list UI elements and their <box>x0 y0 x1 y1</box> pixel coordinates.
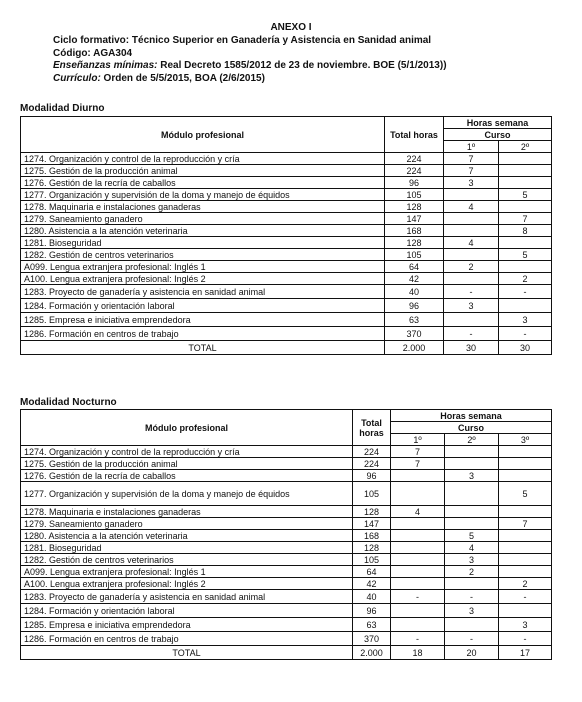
cell-course-1-hours: - <box>444 327 499 341</box>
total-course-3: 17 <box>499 646 552 660</box>
cell-course-2-hours <box>445 446 499 458</box>
header-label: Código: <box>53 47 91 59</box>
header-row <box>21 117 552 129</box>
cell-course-3-hours <box>499 470 552 482</box>
cell-course-3-hours: 2 <box>499 578 552 590</box>
table-row <box>21 299 552 313</box>
cell-module: 1278. Maquinaria e instalaciones ganaderas <box>21 201 385 213</box>
cell-total-hours: 40 <box>353 590 391 604</box>
cell-course-2-hours: 7 <box>499 213 552 225</box>
table-row <box>21 446 552 458</box>
cell-module: 1275. Gestión de la producción animal <box>21 165 385 177</box>
cell-course-2-hours <box>445 482 499 506</box>
cell-total-hours: 105 <box>353 554 391 566</box>
table-row <box>21 542 552 554</box>
cell-module: 1283. Proyecto de ganadería y asistencia en sanidad animal <box>21 285 385 299</box>
cell-course-3-hours: - <box>499 590 552 604</box>
cell-course-3-hours: - <box>499 632 552 646</box>
cell-course-2-hours <box>445 506 499 518</box>
cell-module: 1284. Formación y orientación laboral <box>21 604 353 618</box>
header-value: Real Decreto 1585/2012 de 23 de noviembre. BOE (5/1/2013)) <box>157 60 447 71</box>
cell-total-hours: 370 <box>385 327 444 341</box>
cell-total-hours: 168 <box>353 530 391 542</box>
cell-total-hours: 42 <box>353 578 391 590</box>
cell-course-3-hours: 3 <box>499 618 552 632</box>
table-row <box>21 632 552 646</box>
cell-module: 1276. Gestión de la recría de caballos <box>21 470 353 482</box>
table-row <box>21 590 552 604</box>
cell-course-2-hours: - <box>499 327 552 341</box>
cell-course-3-hours <box>499 542 552 554</box>
total-course-1: 18 <box>391 646 445 660</box>
cell-module: 1274. Organización y control de la reproducción y cría <box>21 446 353 458</box>
cell-total-hours: 224 <box>353 458 391 470</box>
cell-course-1-hours <box>391 554 445 566</box>
cell-total-hours: 40 <box>385 285 444 299</box>
cell-total-hours: 63 <box>385 313 444 327</box>
cell-course-1-hours <box>444 313 499 327</box>
cell-course-1-hours <box>391 604 445 618</box>
table-row <box>21 458 552 470</box>
cell-course-3-hours: 7 <box>499 518 552 530</box>
cell-course-1-hours: 3 <box>444 177 499 189</box>
header-value: AGA304 <box>90 47 133 59</box>
table-row <box>21 237 552 249</box>
cell-course-2-hours <box>445 578 499 590</box>
table-row <box>21 225 552 237</box>
table-row <box>21 285 552 299</box>
col-header-course-1: 1º <box>391 434 445 446</box>
cell-course-3-hours <box>499 554 552 566</box>
total-hours: 2.000 <box>385 341 444 355</box>
cell-total-hours: 105 <box>385 249 444 261</box>
cell-course-2-hours: 4 <box>445 542 499 554</box>
col-header-course-3: 3º <box>499 434 552 446</box>
cell-total-hours: 128 <box>353 506 391 518</box>
col-header-weekly: Horas semana <box>391 410 552 422</box>
table-row <box>21 578 552 590</box>
cell-course-2-hours <box>445 458 499 470</box>
cell-total-hours: 64 <box>385 261 444 273</box>
cell-course-1-hours <box>391 618 445 632</box>
cell-course-2-hours: - <box>445 632 499 646</box>
col-header-total: Total horas <box>353 410 391 446</box>
cell-course-3-hours <box>499 530 552 542</box>
cell-course-1-hours: - <box>391 632 445 646</box>
cell-course-2-hours: 3 <box>445 554 499 566</box>
total-label: TOTAL <box>21 341 385 355</box>
table-row <box>21 618 552 632</box>
table-row <box>21 165 552 177</box>
table-row <box>21 566 552 578</box>
cell-course-1-hours: 3 <box>444 299 499 313</box>
cell-course-3-hours <box>499 506 552 518</box>
header-label: Currículo: <box>53 72 101 84</box>
cell-module: 1279. Saneamiento ganadero <box>21 518 353 530</box>
cell-course-2-hours: 2 <box>499 273 552 285</box>
cell-total-hours: 64 <box>353 566 391 578</box>
cell-course-2-hours: - <box>499 285 552 299</box>
cell-module: 1277. Organización y supervisión de la doma y manejo de équidos <box>21 482 353 506</box>
cell-course-2-hours <box>499 153 552 165</box>
cell-course-1-hours: 4 <box>444 201 499 213</box>
col-header-course: Curso <box>391 422 552 434</box>
col-header-total: Total horas <box>385 117 444 153</box>
cell-course-1-hours: 4 <box>444 237 499 249</box>
cell-total-hours: 224 <box>385 165 444 177</box>
table-row <box>21 273 552 285</box>
col-header-module: Módulo profesional <box>21 117 385 153</box>
total-course-1: 30 <box>444 341 499 355</box>
cell-course-2-hours <box>445 618 499 632</box>
cell-course-2-hours <box>499 201 552 213</box>
cell-module: 1282. Gestión de centros veterinarios <box>21 249 385 261</box>
header-value: Orden de 5/5/2015, BOA (2/6/2015) <box>100 72 265 84</box>
cell-total-hours: 42 <box>385 273 444 285</box>
cell-total-hours: 96 <box>353 604 391 618</box>
table-row <box>21 201 552 213</box>
cell-course-1-hours: - <box>391 590 445 604</box>
table-row <box>21 327 552 341</box>
cell-course-3-hours <box>499 604 552 618</box>
header-line-code <box>0 48 582 61</box>
cell-course-1-hours: 7 <box>391 458 445 470</box>
table-row <box>21 530 552 542</box>
cell-total-hours: 147 <box>353 518 391 530</box>
cell-module: 1283. Proyecto de ganadería y asistencia en sanidad animal <box>21 590 353 604</box>
table-row <box>21 261 552 273</box>
cell-course-2-hours: 3 <box>499 313 552 327</box>
cell-module: 1281. Bioseguridad <box>21 542 353 554</box>
col-header-module: Módulo profesional <box>21 410 353 446</box>
cell-total-hours: 168 <box>385 225 444 237</box>
section-title-diurno: Modalidad Diurno <box>20 103 105 114</box>
cell-total-hours: 105 <box>353 482 391 506</box>
cell-course-1-hours <box>391 518 445 530</box>
cell-course-1-hours <box>444 249 499 261</box>
header-row <box>21 410 552 422</box>
cell-total-hours: 224 <box>385 153 444 165</box>
header-label: Ciclo formativo: <box>53 35 130 46</box>
table-row <box>21 518 552 530</box>
header-line-cycle <box>0 35 582 48</box>
cell-module: 1280. Asistencia a la atención veterinaria <box>21 530 353 542</box>
cell-module: 1281. Bioseguridad <box>21 237 385 249</box>
cell-course-1-hours <box>391 566 445 578</box>
table-row <box>21 482 552 506</box>
cell-total-hours: 96 <box>353 470 391 482</box>
header-label: Enseñanzas mínimas: <box>53 60 158 71</box>
table-row <box>21 470 552 482</box>
table-row <box>21 506 552 518</box>
cell-total-hours: 147 <box>385 213 444 225</box>
cell-module: 1275. Gestión de la producción animal <box>21 458 353 470</box>
cell-course-1-hours: 7 <box>444 165 499 177</box>
cell-course-2-hours: 5 <box>499 249 552 261</box>
total-course-2: 20 <box>445 646 499 660</box>
table-nocturno <box>20 409 552 660</box>
cell-course-2-hours <box>445 518 499 530</box>
cell-module: 1285. Empresa e iniciativa emprendedora <box>21 618 353 632</box>
cell-total-hours: 128 <box>385 201 444 213</box>
header-line-curriculum <box>0 73 582 86</box>
header-line-minimum <box>0 60 582 73</box>
cell-module: 1277. Organización y supervisión de la doma y manejo de équidos <box>21 189 385 201</box>
cell-total-hours: 224 <box>353 446 391 458</box>
cell-module: 1279. Saneamiento ganadero <box>21 213 385 225</box>
cell-module: 1284. Formación y orientación laboral <box>21 299 385 313</box>
cell-course-1-hours <box>391 530 445 542</box>
total-label: TOTAL <box>21 646 353 660</box>
cell-module: 1278. Maquinaria e instalaciones ganaderas <box>21 506 353 518</box>
table-row <box>21 313 552 327</box>
cell-course-1-hours <box>444 189 499 201</box>
total-hours: 2.000 <box>353 646 391 660</box>
cell-course-2-hours <box>499 237 552 249</box>
cell-course-1-hours: 7 <box>444 153 499 165</box>
cell-course-1-hours <box>391 578 445 590</box>
cell-course-3-hours: 5 <box>499 482 552 506</box>
col-header-course-1: 1º <box>444 141 499 153</box>
total-row <box>21 646 552 660</box>
cell-course-2-hours: 5 <box>499 189 552 201</box>
cell-total-hours: 370 <box>353 632 391 646</box>
cell-course-1-hours: - <box>444 285 499 299</box>
cell-module: 1285. Empresa e iniciativa emprendedora <box>21 313 385 327</box>
cell-course-2-hours <box>499 299 552 313</box>
table-row <box>21 554 552 566</box>
cell-course-2-hours: 5 <box>445 530 499 542</box>
cell-course-1-hours <box>391 470 445 482</box>
document-header <box>0 22 582 85</box>
cell-module: 1282. Gestión de centros veterinarios <box>21 554 353 566</box>
cell-module: 1280. Asistencia a la atención veterinaria <box>21 225 385 237</box>
cell-course-1-hours: 2 <box>444 261 499 273</box>
cell-course-3-hours <box>499 446 552 458</box>
col-header-course-2: 2º <box>445 434 499 446</box>
table-diurno <box>20 116 552 355</box>
table-row <box>21 213 552 225</box>
cell-course-3-hours <box>499 458 552 470</box>
cell-total-hours: 105 <box>385 189 444 201</box>
cell-course-2-hours: - <box>445 590 499 604</box>
cell-total-hours: 63 <box>353 618 391 632</box>
cell-course-2-hours: 2 <box>445 566 499 578</box>
cell-module: 1274. Organización y control de la reproducción y cría <box>21 153 385 165</box>
cell-course-1-hours <box>391 542 445 554</box>
cell-course-1-hours <box>444 213 499 225</box>
cell-module: A099. Lengua extranjera profesional: Inglés 1 <box>21 566 353 578</box>
cell-course-2-hours <box>499 177 552 189</box>
cell-course-1-hours <box>444 225 499 237</box>
annex-title: ANEXO I <box>270 22 312 33</box>
header-value: Técnico Superior en Ganadería y Asistencia en Sanidad animal <box>129 35 432 46</box>
col-header-course-2: 2º <box>499 141 552 153</box>
cell-course-2-hours: 3 <box>445 470 499 482</box>
cell-total-hours: 128 <box>385 237 444 249</box>
cell-total-hours: 96 <box>385 177 444 189</box>
cell-module: A100. Lengua extranjera profesional: Inglés 2 <box>21 578 353 590</box>
col-header-course: Curso <box>444 129 552 141</box>
cell-module: A099. Lengua extranjera profesional: Inglés 1 <box>21 261 385 273</box>
section-title-nocturno: Modalidad Nocturno <box>20 397 117 408</box>
cell-module: A100. Lengua extranjera profesional: Inglés 2 <box>21 273 385 285</box>
cell-course-2-hours <box>499 165 552 177</box>
cell-total-hours: 128 <box>353 542 391 554</box>
table-row <box>21 189 552 201</box>
cell-total-hours: 96 <box>385 299 444 313</box>
cell-module: 1286. Formación en centros de trabajo <box>21 632 353 646</box>
cell-module: 1276. Gestión de la recría de caballos <box>21 177 385 189</box>
cell-course-1-hours: 7 <box>391 446 445 458</box>
table-row <box>21 249 552 261</box>
cell-course-2-hours <box>499 261 552 273</box>
cell-course-1-hours <box>444 273 499 285</box>
cell-course-2-hours: 3 <box>445 604 499 618</box>
col-header-weekly: Horas semana <box>444 117 552 129</box>
table-row <box>21 177 552 189</box>
cell-course-1-hours: 4 <box>391 506 445 518</box>
table-row <box>21 604 552 618</box>
cell-module: 1286. Formación en centros de trabajo <box>21 327 385 341</box>
cell-course-1-hours <box>391 482 445 506</box>
cell-course-2-hours: 8 <box>499 225 552 237</box>
total-course-2: 30 <box>499 341 552 355</box>
table-row <box>21 153 552 165</box>
cell-course-3-hours <box>499 566 552 578</box>
total-row <box>21 341 552 355</box>
